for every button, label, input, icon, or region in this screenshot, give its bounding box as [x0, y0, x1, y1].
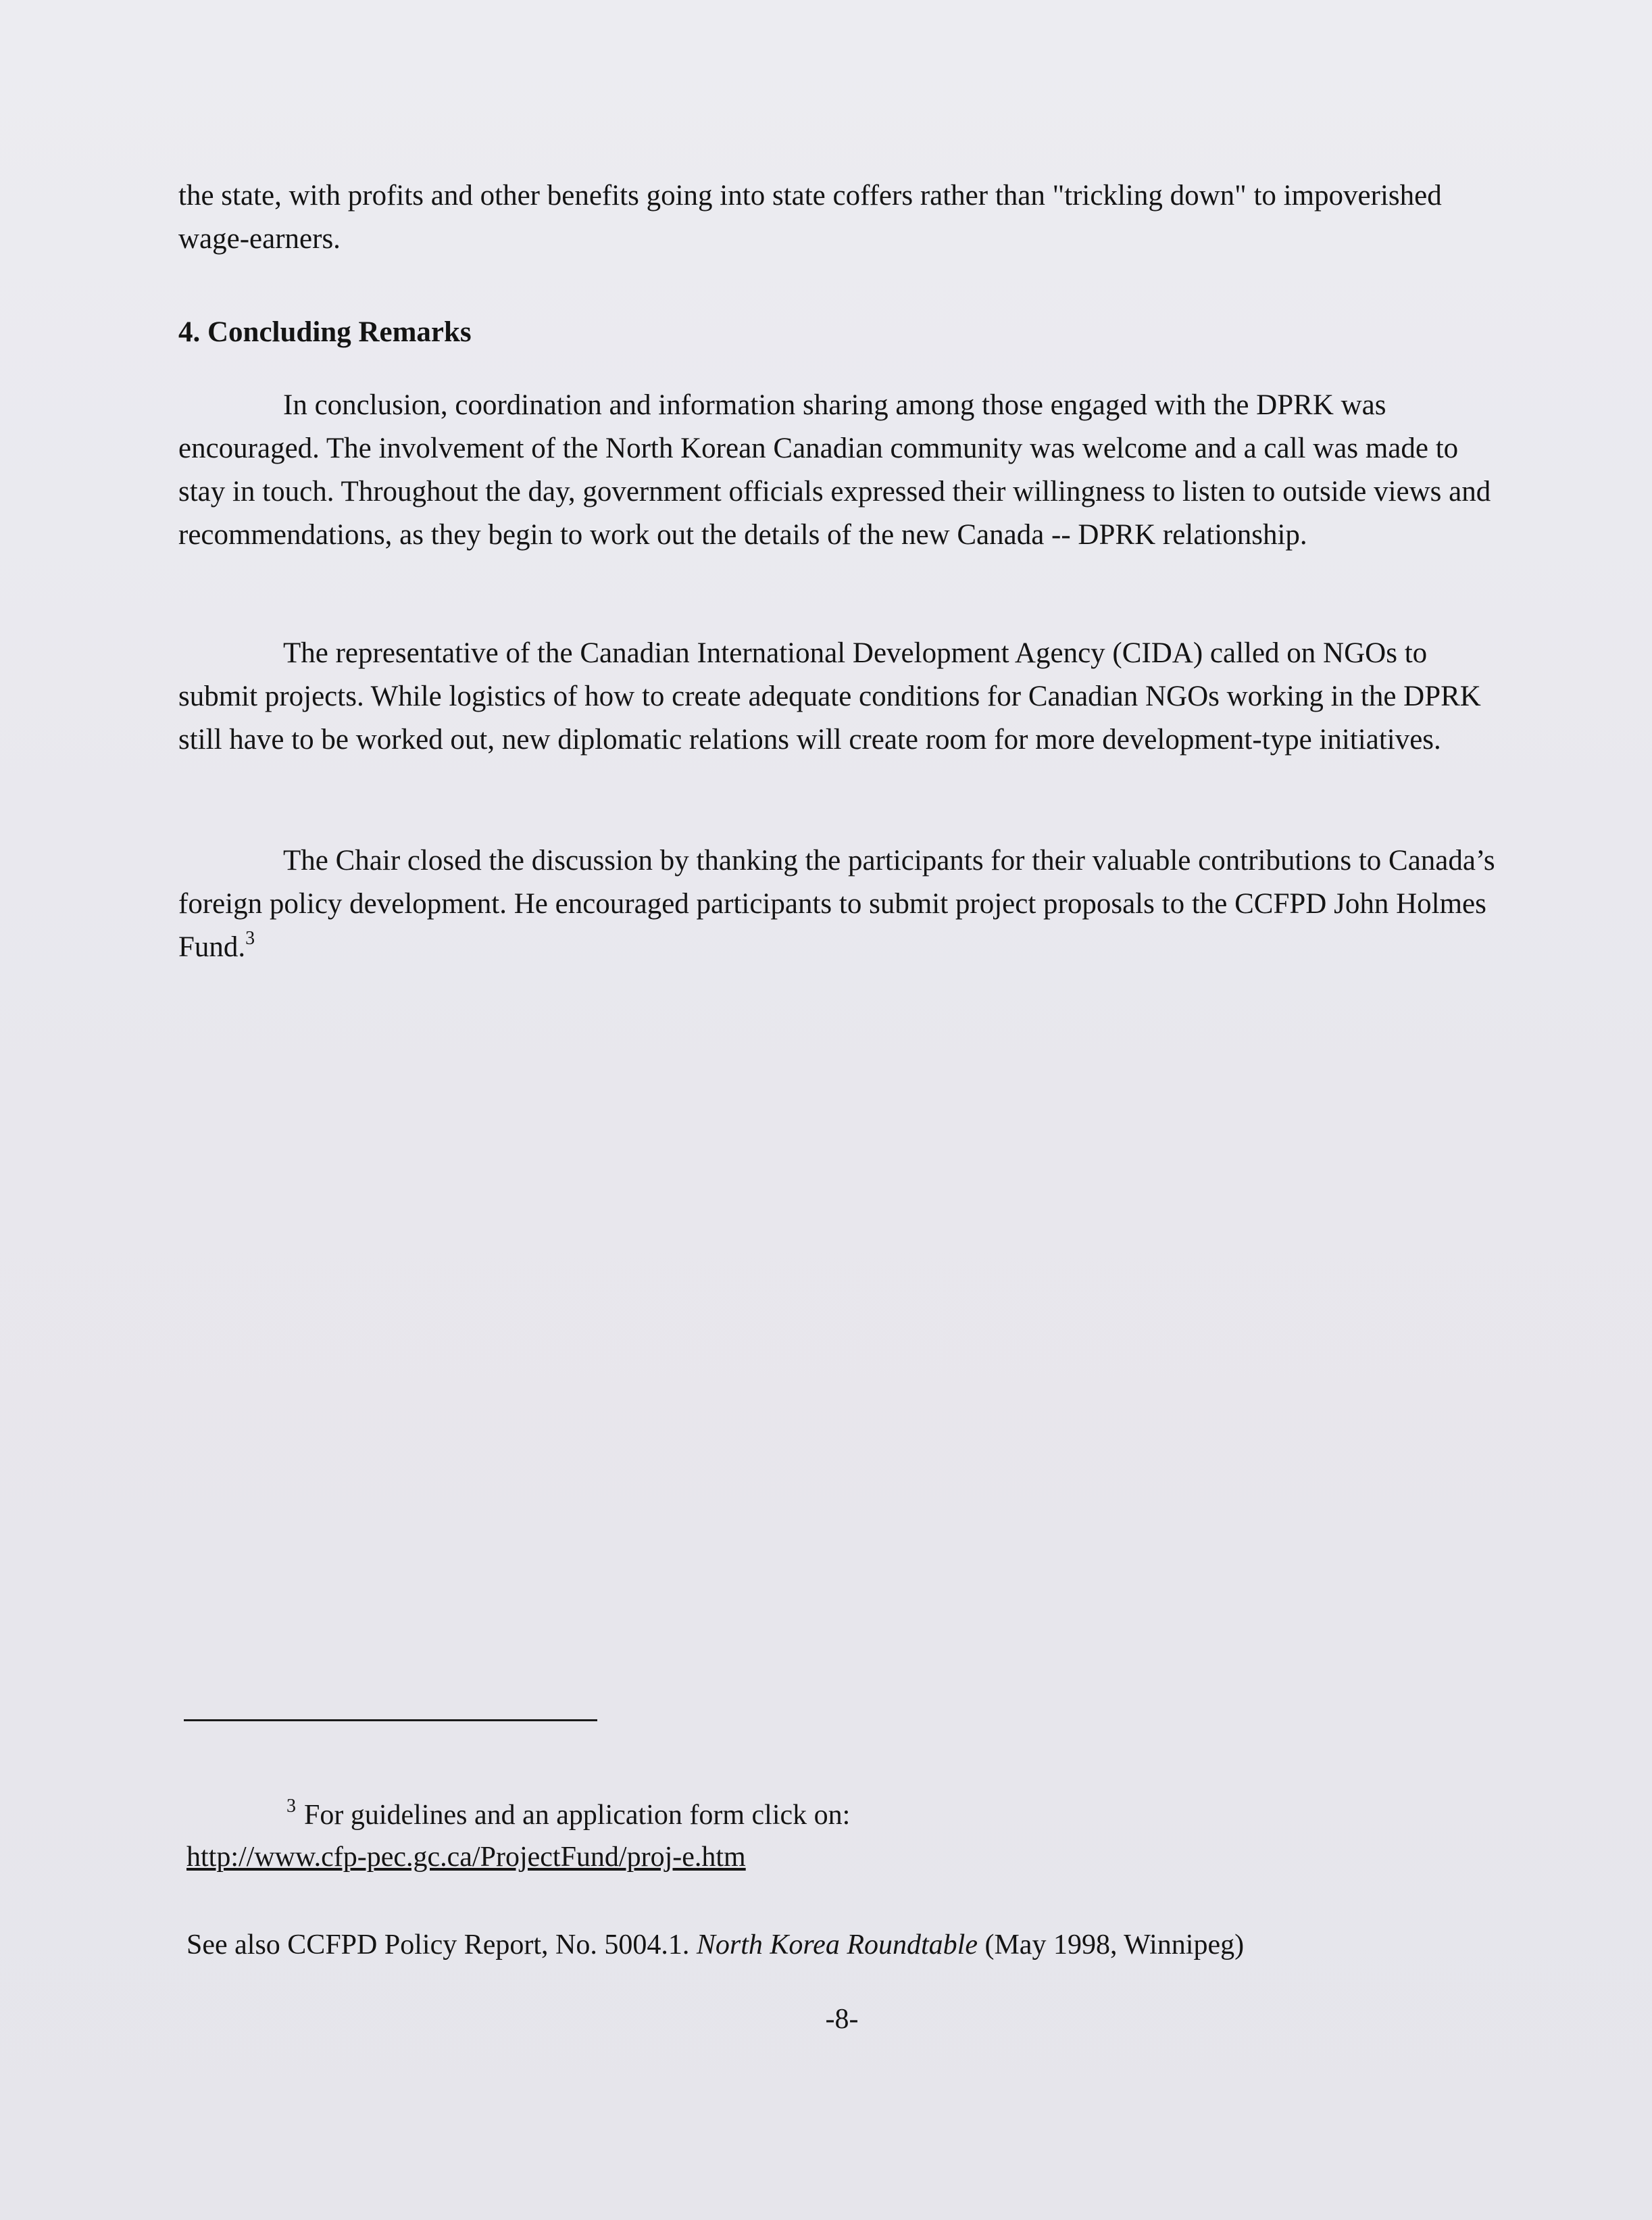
footnote-reference[interactable]: 3	[245, 928, 255, 949]
paragraph-cida: The representative of the Canadian International Development Agency (CIDA) called on NGOs to submit projects. While logistics of how to create adequate conditions for Canadian NGOs working in the DPRK still have to be worked out, new diplomatic relations will create room for more development-type initiatives.	[178, 637, 1481, 756]
footnote-text: For guidelines and an application form click on:	[304, 1800, 851, 1831]
page-number: -8-	[825, 2004, 859, 2035]
footnote-mark: 3	[286, 1796, 296, 1817]
section-heading: 4. Concluding Remarks	[178, 316, 472, 348]
see-also-title: North Korea Roundtable	[696, 1929, 978, 1960]
see-also-suffix: (May 1998, Winnipeg)	[984, 1929, 1245, 1960]
intro-paragraph: the state, with profits and other benefits going into state coffers rather than "trickling down" to impoverished wage-earners.	[178, 180, 1442, 255]
paragraph-chair	[178, 839, 1509, 969]
paragraph-chair-text: The Chair closed the discussion by thanking the participants for their valuable contributions to Canada’s foreign policy development. He encouraged participants to submit project proposals to the CCFPD John Holmes Fund.	[178, 845, 1495, 963]
paragraph-conclusion: In conclusion, coordination and information sharing among those engaged with the DPRK was encouraged. The involvement of the North Korean Canadian community was welcome and a call was made to stay in touch. Throughout the day, government officials expressed their willingness to listen to outside views and recommendations, as they begin to work out the details of the new Canada -- DPRK relationship.	[178, 389, 1491, 551]
see-also-reference	[186, 1926, 1244, 1964]
footnote	[286, 1796, 850, 1834]
footnote-divider	[184, 1719, 597, 1721]
see-also-prefix: See also CCFPD Policy Report, No. 5004.1.	[186, 1929, 690, 1960]
footnote-link[interactable]: http://www.cfp-pec.gc.ca/ProjectFund/proj-e.htm	[186, 1842, 746, 1873]
